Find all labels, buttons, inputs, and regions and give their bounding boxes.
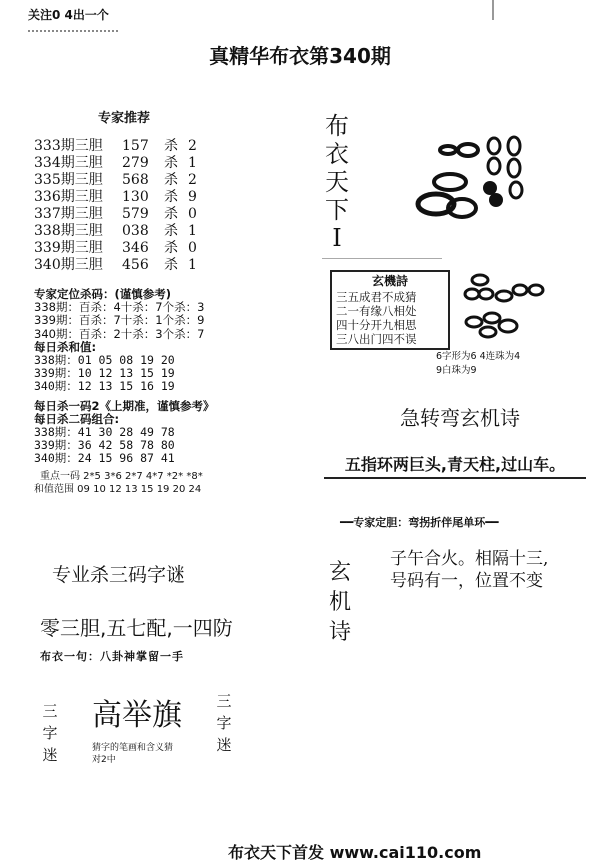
riddle-poem-slogan: 五指环两巨头,青天柱,过山车。 — [324, 452, 586, 479]
expert-row — [34, 138, 197, 155]
divider — [322, 258, 442, 259]
expert-row — [34, 206, 197, 223]
expert-row — [34, 240, 197, 257]
expert-number: 568 — [122, 172, 149, 188]
riddle-note: 对2中 — [92, 755, 116, 765]
poem-line: 四十分开九相思 — [336, 318, 417, 332]
expert-row — [34, 223, 197, 240]
expert-kill-label: 杀 — [164, 155, 178, 171]
expert-kill-label: 杀 — [164, 172, 178, 188]
expert-row — [34, 189, 197, 206]
poem-line: 二一有缘八相处 — [336, 304, 417, 318]
expert-kill-number: 0 — [188, 240, 197, 256]
kill-row: 338期：百杀：4十杀：7个杀：3 — [34, 300, 205, 315]
expert-kill-number: 1 — [188, 223, 197, 239]
riddle-phrase: 布衣一句：八卦神掌留一手 — [40, 650, 184, 663]
vertical-char: 玄 — [328, 560, 351, 585]
expert-kill-label: 杀 — [164, 138, 178, 154]
vertical-poem-label — [326, 558, 354, 648]
kill-heading: 专家定位杀码：(谨慎参考) — [34, 287, 172, 301]
expert-issue: 333期三胆 — [34, 138, 103, 154]
vertical-char: 下 — [325, 196, 349, 224]
expert-issue: 338期三胆 — [34, 223, 103, 239]
kill-row: 340期：百杀：2十杀：3个杀：7 — [34, 326, 205, 341]
expert-number: 579 — [122, 206, 149, 222]
vertical-char: 衣 — [325, 140, 349, 168]
sum-heading: 每日杀和值: — [34, 339, 97, 354]
focus-row: 重点一码 2*5 3*6 2*7 4*7 *2* *8* — [40, 470, 203, 482]
beads-note-line: 6字形为6 4连珠为4 — [436, 351, 521, 362]
expert-number: 456 — [122, 257, 149, 273]
expert-number: 130 — [122, 189, 149, 205]
expert-issue: 334期三胆 — [34, 155, 103, 171]
vertical-title — [320, 112, 354, 252]
expert-number: 157 — [122, 138, 149, 154]
beads-icon — [410, 128, 540, 228]
riddle-note: 猜字的笔画和含义猜 — [92, 743, 174, 753]
expert-number: 038 — [122, 223, 149, 239]
poem-line: 三八出门四不误 — [336, 332, 417, 346]
combo-row: 338期：41 30 28 49 78 — [34, 425, 175, 440]
expert-kill-label: 杀 — [164, 223, 178, 239]
poem-text-line: 子午合火。相隔十三, — [390, 549, 549, 569]
sum-row: 338期：01 05 08 19 20 — [34, 353, 175, 368]
expert-row — [34, 155, 197, 172]
vertical-char: 机 — [328, 590, 351, 615]
expert-issue: 337期三胆 — [34, 206, 103, 222]
expert-issue: 340期三胆 — [34, 257, 103, 273]
poem-text — [390, 548, 548, 592]
riddle-side-label-right: 三字迷 — [216, 692, 232, 754]
expert-kill-number: 0 — [188, 206, 197, 222]
expert-issue: 339期三胆 — [34, 240, 103, 256]
vertical-char: 布 — [325, 112, 349, 140]
vertical-char: 天 — [325, 168, 349, 196]
sum-row: 339期：10 12 13 15 19 — [34, 366, 175, 381]
expert-kill-number: 1 — [188, 257, 197, 273]
expert-hint: ━━专家定胆：弯拐折伴尾单环━━ — [340, 516, 499, 529]
footer-brand: 布衣天下首发 www.cai110.com — [228, 843, 482, 862]
expert-kill-number: 2 — [188, 172, 197, 188]
poem-title: 玄機詩 — [371, 274, 408, 288]
expert-kill-number: 9 — [188, 189, 197, 205]
expert-kill-label: 杀 — [164, 206, 178, 222]
riddle-side-label: 三字迷 — [42, 702, 58, 764]
expert-issue: 335期三胆 — [34, 172, 103, 188]
riddle-main: 零三胆,五七配,一四防 — [40, 616, 233, 640]
riddle-center: 高举旗 — [92, 698, 182, 733]
top-note: 关注0 4出一个 — [28, 8, 109, 22]
divider — [28, 30, 118, 32]
expert-kill-label: 杀 — [164, 240, 178, 256]
divider — [492, 0, 494, 20]
combo-heading: 每日杀二码组合: — [34, 411, 120, 426]
expert-row — [34, 257, 197, 274]
poem-box — [330, 270, 450, 350]
combo-row: 340期：24 15 96 87 41 — [34, 451, 175, 466]
kill-one-heading: 每日杀一码2《上期准，谨慎参考》 — [34, 398, 215, 413]
expert-kill-number: 1 — [188, 155, 197, 171]
expert-table — [34, 138, 197, 274]
expert-kill-label: 杀 — [164, 257, 178, 273]
beads-icon — [458, 268, 558, 348]
vertical-char: I — [332, 224, 342, 252]
kill-block — [34, 288, 274, 496]
expert-number: 279 — [122, 155, 149, 171]
expert-kill-number: 2 — [188, 138, 197, 154]
page-title: 真精华布衣第340期 — [209, 44, 391, 68]
riddle-poem-title: 急转弯玄机诗 — [400, 406, 520, 430]
combo-row: 339期：36 42 58 78 80 — [34, 438, 175, 453]
expert-heading: 专家推荐 — [98, 111, 151, 126]
beads-note-line: 9白珠为9 — [436, 365, 477, 376]
poem-text-line: 号码有一，位置不变 — [390, 571, 543, 591]
expert-row — [34, 172, 197, 189]
poem-line: 三五成君不成猜 — [336, 290, 417, 304]
riddle-heading: 专业杀三码字谜 — [52, 564, 186, 586]
beads-note — [436, 350, 520, 378]
expert-issue: 336期三胆 — [34, 189, 103, 205]
sum-range-row: 和值范围 09 10 12 13 15 19 20 24 — [34, 483, 202, 495]
vertical-char: 诗 — [328, 620, 351, 645]
kill-row: 339期：百杀：7十杀：1个杀：9 — [34, 313, 205, 328]
expert-kill-label: 杀 — [164, 189, 178, 205]
sum-row: 340期：12 13 15 16 19 — [34, 379, 175, 394]
expert-number: 346 — [122, 240, 149, 256]
